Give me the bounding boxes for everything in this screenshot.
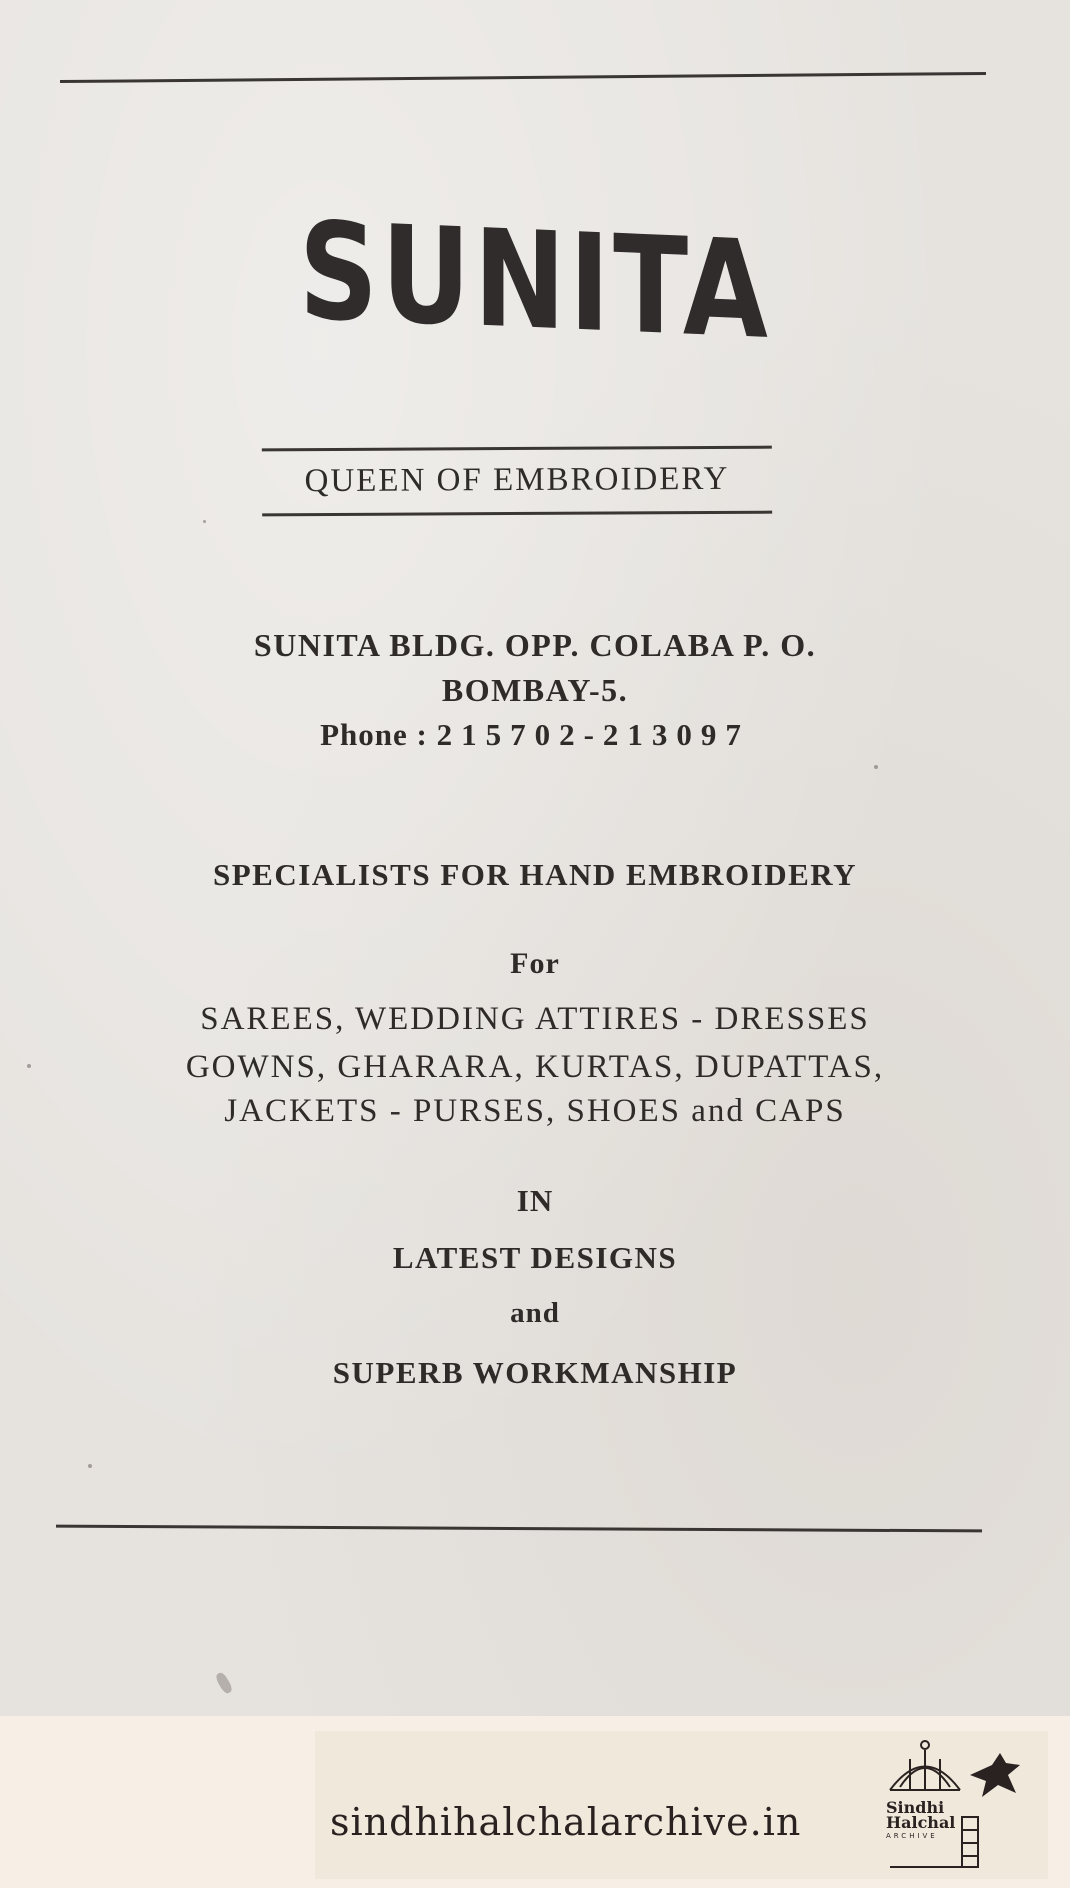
items-line-2: GOWNS, GHARARA, KURTAS, DUPATTAS, [185,1049,885,1085]
and-word: and [510,1297,560,1329]
archive-website-link[interactable]: sindhihalchalarchive.in [330,1800,802,1844]
tagline: QUEEN OF EMBROIDERY [304,460,730,500]
phone-label: Phone : [320,717,428,752]
superb-workmanship: SUPERB WORKMANSHIP [332,1355,738,1390]
tagline-frame [262,446,772,517]
address-line-1: SUNITA BLDG. OPP. COLABA P. O. [253,627,817,663]
paper-speck [203,520,206,523]
paper-speck [27,1064,31,1068]
items-line-3: JACKETS - PURSES, SHOES and CAPS [224,1093,846,1129]
address-line-2: BOMBAY-5. [441,672,629,708]
top-divider [60,72,986,83]
for-word: For [510,947,560,980]
specialists-heading: SPECIALISTS FOR HAND EMBROIDERY [213,857,857,892]
items-line-1: SAREES, WEDDING ATTIRES - DRESSES [200,1001,870,1037]
phone-numbers: 215702-213097 [436,717,750,752]
archive-logo-wordmark [886,1800,955,1830]
paper-speck [874,765,878,769]
brand-name: SUNITA [298,192,772,370]
logo-line-sindhi: Sindhi [886,1798,945,1817]
bottom-divider [56,1525,982,1533]
logo-line-halchal: Halchal [886,1813,956,1832]
in-word: IN [516,1183,554,1218]
latest-designs: LATEST DESIGNS [392,1240,678,1275]
paper-smudge [214,1671,234,1695]
logo-line-archive: ARCHIVE [886,1832,938,1840]
paper-speck [88,1464,92,1468]
phone-line [0,717,1070,753]
